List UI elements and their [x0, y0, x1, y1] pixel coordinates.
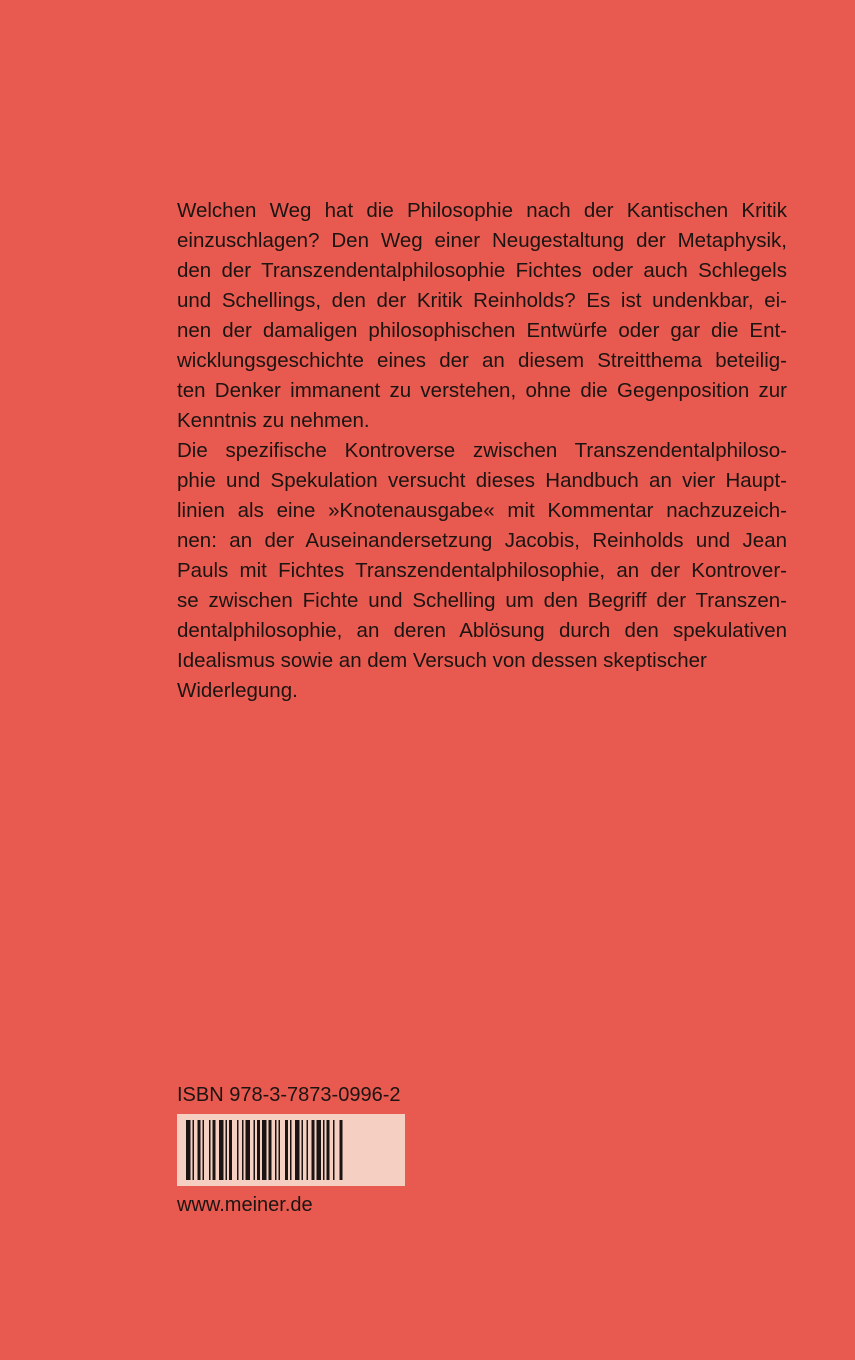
barcode-bar — [198, 1120, 201, 1180]
barcode-bar — [209, 1120, 211, 1180]
barcode-bar — [269, 1120, 272, 1180]
blurb-line: nen der damaligen philosophischen Entwürfe oder gar die Ent- — [177, 319, 787, 342]
blurb-line: se zwischen Fichte und Schelling um den Begriff der Transzen- — [177, 589, 787, 612]
barcode — [177, 1114, 405, 1186]
blurb-line: Welchen Weg hat die Philosophie nach der Kantischen Kritik — [177, 199, 787, 222]
blurb-line: linien als eine »Knotenausgabe« mit Kommentar nachzuzeich- — [177, 499, 787, 522]
barcode-bar — [279, 1120, 281, 1180]
barcode-bar — [333, 1120, 335, 1180]
blurb-line: nen: an der Auseinandersetzung Jacobis, Reinholds und Jean — [177, 529, 787, 552]
blurb-line: Pauls mit Fichtes Transzendentalphilosophie, an der Kontrover- — [177, 559, 787, 582]
barcode-bar — [285, 1120, 288, 1180]
barcode-bar — [312, 1120, 315, 1180]
blurb-line: wicklungsgeschichte eines der an diesem Streitthema beteilig- — [177, 349, 787, 372]
barcode-bar — [262, 1120, 267, 1180]
barcode-bar — [229, 1120, 232, 1180]
back-cover-blurb — [177, 196, 787, 706]
barcode-bar — [203, 1120, 205, 1180]
blurb-line: Widerlegung. — [177, 679, 298, 702]
barcode-bar — [219, 1120, 224, 1180]
blurb-line: einzuschlagen? Den Weg einer Neugestaltung der Metaphysik, — [177, 229, 787, 252]
blurb-line: den der Transzendentalphilosophie Fichtes oder auch Schlegels — [177, 259, 787, 282]
barcode-bar — [275, 1120, 277, 1180]
barcode-bar — [295, 1120, 300, 1180]
barcode-bar — [246, 1120, 251, 1180]
blurb-line: Idealismus sowie an dem Versuch von dessen skeptischer — [177, 649, 707, 672]
barcode-bar — [323, 1120, 325, 1180]
barcode-bar — [237, 1120, 239, 1180]
barcode-bars — [177, 1114, 405, 1186]
barcode-bar — [242, 1120, 244, 1180]
barcode-bar — [257, 1120, 260, 1180]
blurb-line: dentalphilosophie, an deren Ablösung durch den spekulativen — [177, 619, 787, 642]
barcode-bar — [226, 1120, 228, 1180]
barcode-bar — [213, 1120, 216, 1180]
blurb-line: ten Denker immanent zu verstehen, ohne die Gegenposition zur — [177, 379, 787, 402]
barcode-bar — [307, 1120, 309, 1180]
barcode-bar — [254, 1120, 256, 1180]
barcode-bar — [302, 1120, 304, 1180]
publisher-url: www.meiner.de — [177, 1194, 313, 1216]
barcode-bar — [317, 1120, 322, 1180]
blurb-line: phie und Spekulation versucht dieses Handbuch an vier Haupt- — [177, 469, 787, 492]
blurb-line: Kenntnis zu nehmen. — [177, 409, 370, 432]
blurb-line: und Schellings, den der Kritik Reinholds? Es ist undenkbar, ei- — [177, 289, 787, 312]
isbn-label: ISBN 978-3-7873-0996-2 — [177, 1084, 401, 1106]
blurb-line: Die spezifische Kontroverse zwischen Transzendentalphiloso- — [177, 439, 787, 462]
barcode-bar — [193, 1120, 195, 1180]
barcode-bar — [186, 1120, 191, 1180]
barcode-bar — [340, 1120, 343, 1180]
barcode-bar — [327, 1120, 330, 1180]
barcode-bar — [290, 1120, 292, 1180]
